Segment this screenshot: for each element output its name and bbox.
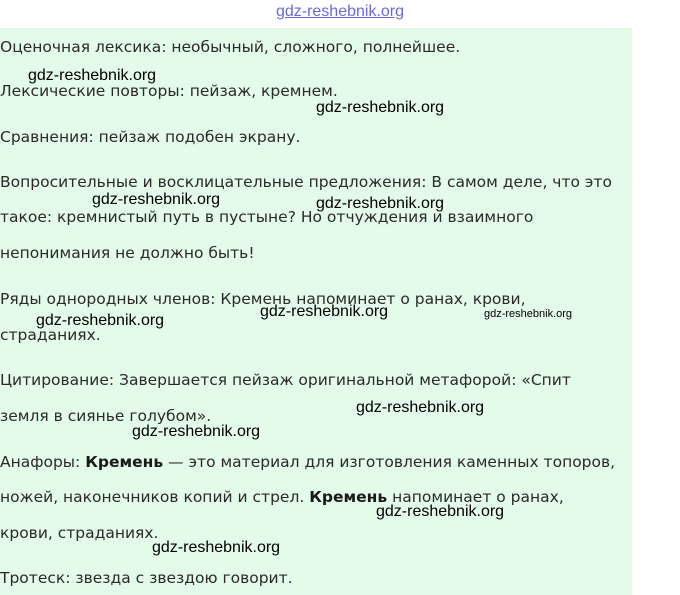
watermark: gdz-reshebnik.org [376, 503, 505, 520]
anaphora-prefix-2: ножей, наконечников копий и стрел. [0, 488, 310, 506]
watermark: gdz-reshebnik.org [316, 195, 445, 212]
text-line-repetitions: Лексические повторы: пейзаж, кремнем. [0, 82, 338, 100]
text-line-questions-1: Вопросительные и восклицательные предложения: В самом деле, что это [0, 173, 612, 191]
anaphora-keyword: Кремень [85, 453, 164, 471]
text-line-questions-3: непонимания не должно быть! [0, 244, 255, 262]
watermark: gdz-reshebnik.org [316, 99, 445, 116]
text-line-anaphora-1 [0, 452, 615, 472]
watermark: gdz-reshebnik.org [152, 539, 281, 556]
text-line-citation-1: Цитирование: Завершается пейзаж оригинальной метафорой: «Спит [0, 371, 571, 389]
watermark: gdz-reshebnik.org [28, 67, 157, 84]
site-watermark-header: gdz-reshebnik.org [275, 3, 405, 20]
watermark: gdz-reshebnik.org [260, 303, 389, 320]
text-line-questions-2: такое: кремнистый путь в пустыне? Но отчуждения и взаимного [0, 208, 534, 226]
watermark: gdz-reshebnik.org [36, 312, 165, 329]
text-line-evaluative: Оценочная лексика: необычный, сложного, полнейшее. [0, 38, 461, 56]
anaphora-suffix: — это материал для изготовления каменных топоров, [163, 453, 616, 471]
watermark: gdz-reshebnik.org [92, 191, 221, 208]
text-line-grotesque: Тротеск: звезда с звездою говорит. [0, 569, 293, 587]
anaphora-prefix: Анафоры: [0, 453, 86, 471]
text-line-homogeneous-2: страданиях. [0, 326, 101, 344]
anaphora-suffix-2: напоминает о ранах, [387, 488, 564, 506]
watermark: gdz-reshebnik.org [484, 308, 573, 320]
watermark: gdz-reshebnik.org [132, 423, 261, 440]
text-line-comparisons: Сравнения: пейзаж подобен экрану. [0, 128, 301, 146]
text-line-citation-2: земля в сиянье голубом». [0, 407, 212, 425]
text-line-anaphora-3: крови, страданиях. [0, 524, 159, 542]
watermark: gdz-reshebnik.org [356, 399, 485, 416]
text-line-homogeneous-1: Ряды однородных членов: Кремень напоминает о ранах, крови, [0, 290, 526, 308]
anaphora-keyword-2: Кремень [309, 488, 388, 506]
